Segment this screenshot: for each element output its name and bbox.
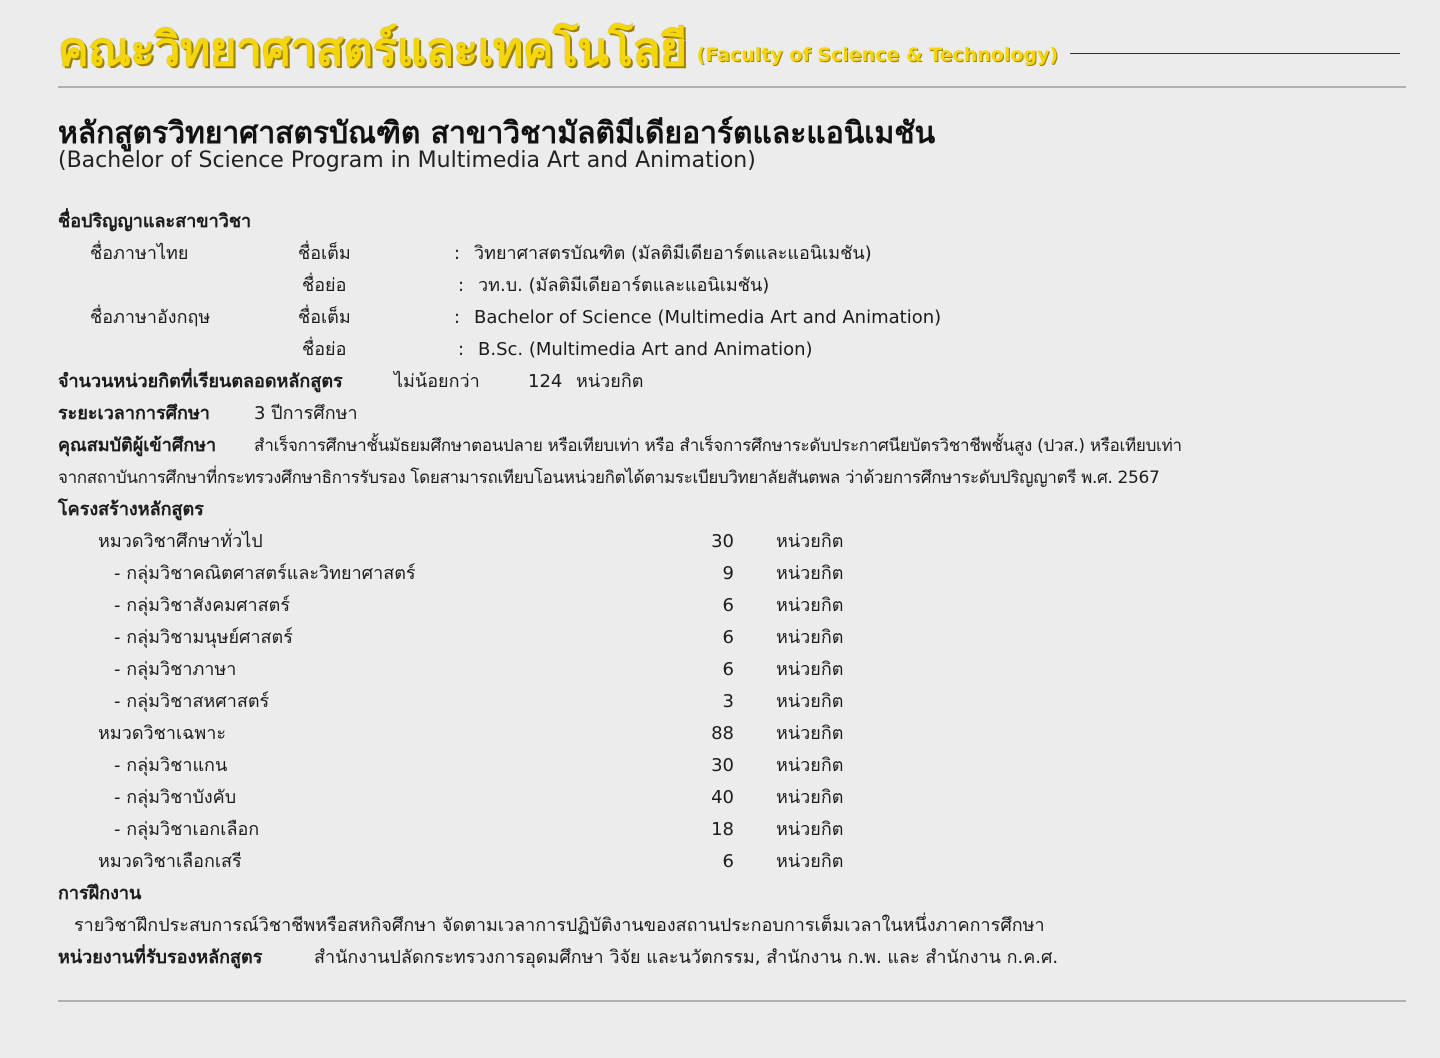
structure-item-credits: 3 <box>722 691 734 712</box>
structure-item-label: - กลุ่มวิชาบังคับ <box>114 787 237 808</box>
training-text: รายวิชาฝึกประสบการณ์วิชาชีพหรือสหกิจศึกษา จัดตามเวลาการปฏิบัติงานของสถานประกอบการเต็มเวลาในหนึ่งภาคการศึกษา <box>74 915 1045 936</box>
english-full-value: Bachelor of Science (Multimedia Art and Animation) <box>474 307 942 328</box>
english-short-label: ชื่อย่อ <box>302 339 347 360</box>
thai-full-label: ชื่อเต็ม <box>298 243 351 264</box>
structure-item-credits: 6 <box>722 659 734 680</box>
duration-label: ระยะเวลาการศึกษา <box>58 403 210 424</box>
english-full-label: ชื่อเต็ม <box>298 307 351 328</box>
structure-item-label: - กลุ่มวิชาแกน <box>114 755 228 776</box>
header-divider <box>1070 53 1400 54</box>
colon: : <box>454 307 461 328</box>
structure-item-label: - กลุ่มวิชาเอกเลือก <box>114 819 260 840</box>
structure-item-credits: 30 <box>711 755 734 776</box>
top-divider <box>58 86 1406 88</box>
structure-item-label: หมวดวิชาศึกษาทั่วไป <box>98 531 263 552</box>
page-header <box>58 14 1400 84</box>
structure-item-credits: 9 <box>722 563 734 584</box>
structure-item-unit: หน่วยกิต <box>776 755 844 776</box>
thai-short-value: วท.บ. (มัลติมีเดียอาร์ตและแอนิเมชัน) <box>478 275 770 296</box>
program-title-thai: หลักสูตรวิทยาศาสตรบัณฑิต สาขาวิชามัลติมีเดียอาร์ตและแอนิเมชัน <box>58 116 936 151</box>
structure-item-credits: 40 <box>711 787 734 808</box>
structure-item-unit: หน่วยกิต <box>776 531 844 552</box>
duration-value: 3 ปีการศึกษา <box>254 403 358 424</box>
english-short-value: B.Sc. (Multimedia Art and Animation) <box>478 339 813 360</box>
structure-item-label: - กลุ่มวิชาสังคมศาสตร์ <box>114 595 291 616</box>
colon: : <box>458 275 465 296</box>
faculty-title-thai: คณะวิทยาศาสตร์และเทคโนโลยี <box>58 21 687 76</box>
credits-prefix: ไม่น้อยกว่า <box>394 371 480 392</box>
structure-item-unit: หน่วยกิต <box>776 659 844 680</box>
structure-item-unit: หน่วยกิต <box>776 595 844 616</box>
structure-item-label: - กลุ่มวิชาภาษา <box>114 659 237 680</box>
structure-item-label: หมวดวิชาเลือกเสรี <box>98 851 242 872</box>
degree-heading: ชื่อปริญญาและสาขาวิชา <box>58 211 252 232</box>
credits-label: จำนวนหน่วยกิตที่เรียนตลอดหลักสูตร <box>58 371 343 392</box>
qualification-line-2: จากสถาบันการศึกษาที่กระทรวงศึกษาธิการรับรอง โดยสามารถเทียบโอนหน่วยกิตได้ตามระเบียบวิทยาลัยสันตพล ว่าด้วยการศึกษาระดับปริญญาตรี พ.ศ. 2567 <box>58 468 1160 488</box>
training-heading: การฝึกงาน <box>58 883 142 904</box>
thai-name-label: ชื่อภาษาไทย <box>90 243 189 264</box>
structure-heading: โครงสร้างหลักสูตร <box>58 499 204 520</box>
credits-unit: หน่วยกิต <box>576 371 644 392</box>
bottom-divider <box>58 1000 1406 1002</box>
thai-short-label: ชื่อย่อ <box>302 275 347 296</box>
structure-item-credits: 30 <box>711 531 734 552</box>
structure-item-credits: 18 <box>711 819 734 840</box>
accreditation-text: สำนักงานปลัดกระทรวงการอุดมศึกษา วิจัย และนวัตกรรม, สำนักงาน ก.พ. และ สำนักงาน ก.ค.ศ. <box>314 947 1059 968</box>
structure-item-unit: หน่วยกิต <box>776 723 844 744</box>
english-name-label: ชื่อภาษาอังกฤษ <box>90 307 211 328</box>
structure-item-unit: หน่วยกิต <box>776 851 844 872</box>
colon: : <box>458 339 465 360</box>
structure-item-unit: หน่วยกิต <box>776 819 844 840</box>
structure-item-label: - กลุ่มวิชาคณิตศาสตร์และวิทยาศาสตร์ <box>114 563 416 584</box>
accreditation-label: หน่วยงานที่รับรองหลักสูตร <box>58 947 263 968</box>
program-title-english: (Bachelor of Science Program in Multimedia Art and Animation) <box>58 148 756 173</box>
qualification-label: คุณสมบัติผู้เข้าศึกษา <box>58 435 217 456</box>
credits-value: 124 <box>528 371 563 392</box>
structure-item-label: - กลุ่มวิชามนุษย์ศาสตร์ <box>114 627 293 648</box>
structure-item-credits: 88 <box>711 723 734 744</box>
structure-item-credits: 6 <box>722 627 734 648</box>
structure-item-credits: 6 <box>722 851 734 872</box>
structure-item-unit: หน่วยกิต <box>776 691 844 712</box>
thai-full-value: วิทยาศาสตรบัณฑิต (มัลติมีเดียอาร์ตและแอนิเมชัน) <box>474 243 872 264</box>
structure-item-credits: 6 <box>722 595 734 616</box>
structure-item-label: - กลุ่มวิชาสหศาสตร์ <box>114 691 270 712</box>
structure-item-unit: หน่วยกิต <box>776 627 844 648</box>
faculty-title-english: (Faculty of Science & Technology) <box>696 44 1059 66</box>
structure-item-label: หมวดวิชาเฉพาะ <box>98 723 227 744</box>
structure-item-unit: หน่วยกิต <box>776 787 844 808</box>
qualification-line-1: สำเร็จการศึกษาชั้นมัธยมศึกษาตอนปลาย หรือเทียบเท่า หรือ สำเร็จการศึกษาระดับประกาศนียบัตรวิชาชีพชั้นสูง (ปวส.) หรือเทียบเท่า <box>254 436 1182 456</box>
colon: : <box>454 243 461 264</box>
structure-item-unit: หน่วยกิต <box>776 563 844 584</box>
